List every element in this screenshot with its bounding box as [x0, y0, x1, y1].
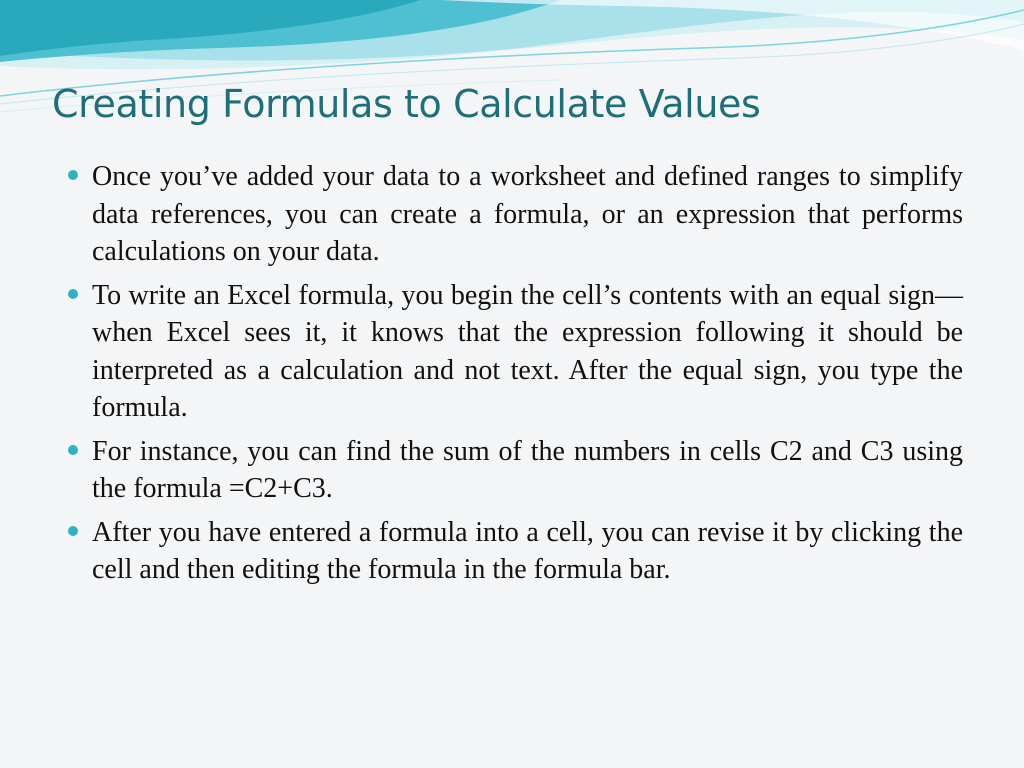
bullet-item: [68, 514, 963, 589]
bullet-text: To write an Excel formula, you begin the cell’s contents with an equal sign—when Excel sees it, it knows that the expression following it should be interpreted as a calculation and not text. After the equal sign, you type the formula.: [92, 279, 963, 423]
bullet-text: After you have entered a formula into a cell, you can revise it by clicking the cell and then editing the formula in the formula bar.: [92, 516, 963, 585]
bullet-dot-icon: [68, 289, 78, 299]
bullet-item: [68, 433, 963, 508]
bullet-dot-icon: [68, 170, 78, 180]
slide-title: Creating Formulas to Calculate Values: [52, 82, 761, 126]
bullet-dot-icon: [68, 526, 78, 536]
bullet-item: [68, 158, 963, 271]
bullet-text: For instance, you can find the sum of the numbers in cells C2 and C3 using the formula =C2+C3.: [92, 435, 963, 504]
bullet-item: [68, 277, 963, 427]
bullet-dot-icon: [68, 445, 78, 455]
bullet-list: [68, 158, 963, 595]
bullet-text: Once you’ve added your data to a worksheet and defined ranges to simplify data references, you can create a formula, or an expression that performs calculations on your data.: [92, 161, 963, 267]
